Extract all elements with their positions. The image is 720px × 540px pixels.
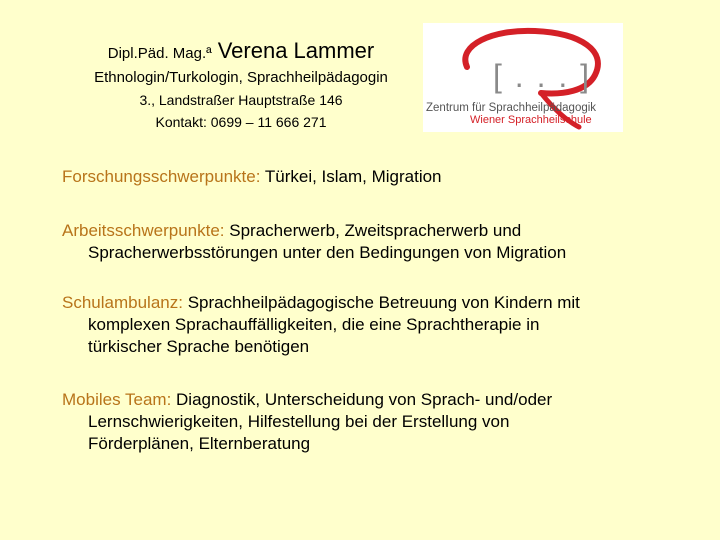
section-school: [62, 292, 682, 358]
section-text: Spracherwerb, Zweitspracherwerb und: [229, 221, 522, 240]
logo-graphic: [423, 23, 623, 132]
header-block: [60, 36, 422, 133]
section-text: Sprachheilpädagogische Betreuung von Kindern mit: [187, 293, 580, 312]
section-label: Forschungsschwerpunkte:: [62, 167, 261, 186]
name-line: [60, 36, 422, 69]
academic-titles: Dipl.Päd. Mag.ª: [107, 45, 212, 62]
section-label: Schulambulanz:: [62, 293, 183, 312]
section-label: Arbeitsschwerpunkte:: [62, 221, 225, 240]
logo-sprachheilschule: [423, 23, 623, 132]
address: 3., Landstraßer Hauptstraße 146: [139, 92, 343, 108]
section-research: [62, 166, 682, 188]
logo-brackets: [ . . . ]: [493, 58, 592, 94]
section-text: Türkei, Islam, Migration: [264, 167, 442, 186]
section-text: Förderplänen, Elternberatung: [88, 434, 311, 453]
section-mobile: [62, 389, 682, 455]
section-text: Diagnostik, Unterscheidung von Sprach- und/oder: [176, 390, 553, 409]
section-text: komplexen Sprachauffälligkeiten, die eine Sprachtherapie in: [88, 315, 540, 334]
logo-line1: Zentrum für Sprachheilpädagogik: [426, 102, 597, 114]
section-text: türkischer Sprache benötigen: [88, 337, 310, 356]
profession: Ethnologin/Turkologin, Sprachheilpädagogin: [94, 69, 388, 86]
person-name: Verena Lammer: [217, 38, 375, 63]
logo-line2: Wiener Sprachheilschule: [470, 114, 592, 126]
section-label: Mobiles Team:: [62, 390, 172, 409]
section-text: Lernschwierigkeiten, Hilfestellung bei der Erstellung von: [88, 412, 510, 431]
contact-phone: Kontakt: 0699 – 11 666 271: [155, 114, 327, 130]
section-work: [62, 220, 682, 264]
section-text: Spracherwerbsstörungen unter den Bedingungen von Migration: [88, 243, 567, 262]
